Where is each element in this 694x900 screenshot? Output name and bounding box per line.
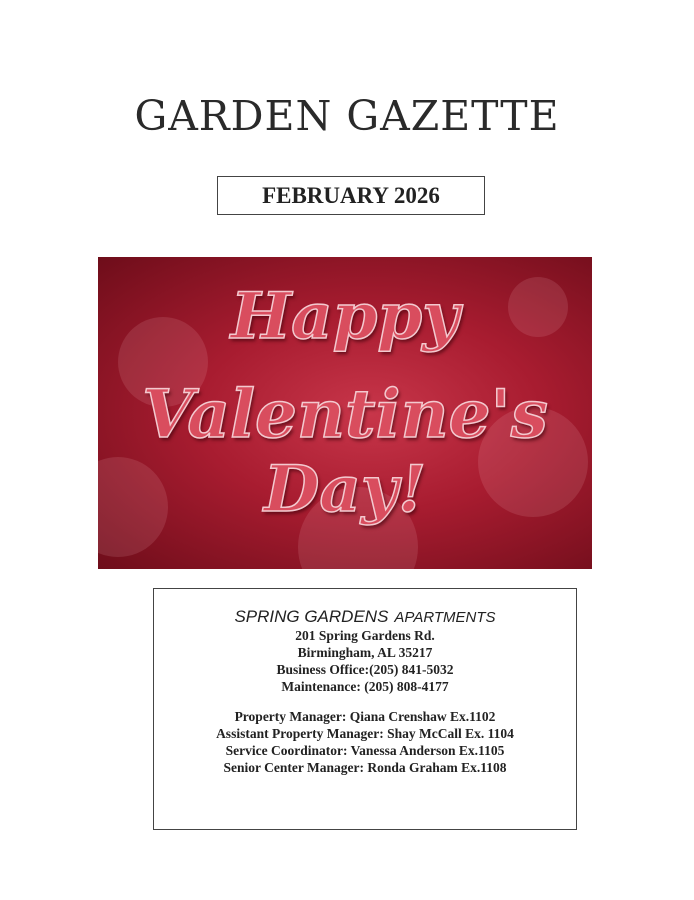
banner-text-happy: Happy [230,279,460,354]
complex-name [154,607,576,627]
staff-line: Senior Center Manager: Ronda Graham Ex.1108 [223,760,507,775]
staff-line: Property Manager: Qiana Crenshaw Ex.1102 [234,709,496,724]
complex-name-suffix: APARTMENTS [394,609,496,626]
newsletter-title: GARDEN GAZETTE [134,92,560,140]
valentines-banner-image [98,257,592,569]
banner-text-day: Day! [263,452,427,527]
staff-line: Service Coordinator: Vanessa Anderson Ex.1105 [225,743,505,758]
complex-name-main: SPRING GARDENS [234,607,389,626]
contact-info-box [153,588,577,830]
staff-line: Assistant Property Manager: Shay McCall Ex. 1104 [216,726,514,741]
business-office-phone: Business Office:(205) 841-5032 [276,662,454,677]
address-line: 201 Spring Gardens Rd. [295,628,435,643]
address-line: Birmingham, AL 35217 [297,645,433,660]
issue-date-box: FEBRUARY 2026 [217,176,485,215]
banner-text-valentines: Valentine's [142,375,548,453]
maintenance-phone: Maintenance: (205) 808-4177 [281,679,449,694]
